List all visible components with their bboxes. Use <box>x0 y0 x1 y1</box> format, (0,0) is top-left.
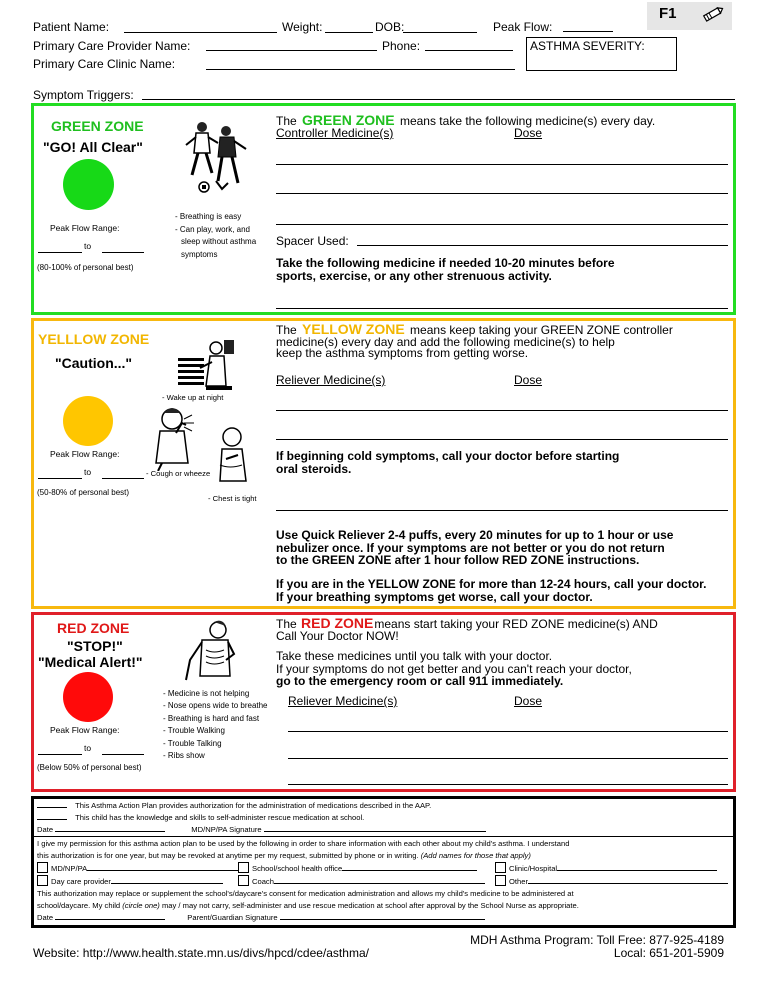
red-intro-zone: RED ZONE <box>301 615 374 631</box>
green-zone-subtitle: "GO! All Clear" <box>43 139 143 155</box>
auth-line-2 <box>37 813 364 822</box>
red-intro <box>276 615 658 643</box>
yellow-reliever-header: Reliever Medicine(s) <box>276 373 386 387</box>
auth-md-signature-row <box>37 825 486 834</box>
auth-initial-1[interactable] <box>37 807 67 808</box>
red-zone-subtitle-stop: "STOP!" <box>67 638 123 654</box>
opt-clinic-label: Clinic/Hospital <box>509 864 558 873</box>
yellow-intro <box>276 321 673 360</box>
form-id-box <box>647 2 732 30</box>
yellow-intro-pre: The <box>276 323 297 337</box>
patient-name-label: Patient Name: <box>33 20 110 34</box>
auth-parent-date-label: Date <box>37 912 54 922</box>
wake-up-caption: - Wake up at night <box>162 393 224 402</box>
green-zone-title: GREEN ZONE <box>51 118 144 134</box>
yellow-peak-flow-label: Peak Flow Range: <box>50 449 120 459</box>
yellow-intro-post: means keep taking your GREEN ZONE controller <box>410 323 673 337</box>
green-instruction-l1: Take the following medicine if needed 10-20 minutes before <box>276 256 615 270</box>
green-light <box>63 159 114 210</box>
chest-tight-caption: - Chest is tight <box>208 494 257 503</box>
checkbox-other[interactable] <box>495 875 506 886</box>
green-controller-header: Controller Medicine(s) <box>276 126 394 140</box>
red-intro-pre: The <box>276 617 297 631</box>
red-range-to: to <box>84 743 92 753</box>
green-intro-pre: The <box>276 114 297 128</box>
phone-field[interactable] <box>425 50 513 51</box>
opt-daycare-field[interactable] <box>111 883 223 884</box>
yellow-call-doctor <box>276 578 707 603</box>
opt-mdnppa-label: MD/NP/PA <box>51 864 88 873</box>
weight-field[interactable] <box>325 32 373 33</box>
green-med-line[interactable] <box>276 224 728 225</box>
opt-coach-label: Coach <box>252 877 274 886</box>
auth-options-coach <box>238 875 485 886</box>
green-symptom: sleep without asthma <box>181 237 257 246</box>
yellow-cold-l2: oral steroids. <box>276 461 352 476</box>
auth-parent-date-field[interactable] <box>55 919 165 920</box>
yellow-range-low[interactable] <box>38 478 82 479</box>
green-med-line[interactable] <box>276 193 728 194</box>
red-zone-title: RED ZONE <box>57 620 130 636</box>
green-symptom: - Can play, work, and <box>175 224 250 234</box>
yellow-intro-l2: medicine(s) every day and add the following medicine(s) to help <box>276 334 615 349</box>
red-symptom: - Trouble Talking <box>163 738 222 748</box>
auth-admin-l1: This authorization may replace or supplement the school's/daycare's consent for medication administration and allows my child's medicine to be administered at <box>37 889 574 898</box>
yellow-zone-subtitle: "Caution..." <box>55 355 133 371</box>
red-reliever-header: Reliever Medicine(s) <box>288 694 398 708</box>
md-signature-label: MD/NP/PA Signature <box>191 825 262 834</box>
yellow-quick-reliever <box>276 529 673 567</box>
red-med-line[interactable] <box>288 758 728 759</box>
red-symptom: - Trouble Walking <box>163 726 225 736</box>
yellow-zone-title: YELLLOW ZONE <box>38 331 150 347</box>
auth-options-other <box>495 875 728 886</box>
auth-admin <box>37 888 579 923</box>
distress-illustration <box>184 620 238 689</box>
spacer-label: Spacer Used: <box>276 234 349 248</box>
yellow-quick-l1: Use Quick Reliever 2-4 puffs, every 20 minutes for up to 1 hour or use <box>276 528 674 542</box>
auth-date-label: Date <box>37 825 54 834</box>
auth-l1-text: This Asthma Action Plan provides authorization for the administration of medications described in the AAP. <box>75 801 432 810</box>
auth-line-1 <box>37 801 431 810</box>
red-symptom: - Breathing is hard and fast <box>163 713 260 723</box>
dob-field[interactable] <box>403 32 477 33</box>
form-id: F1 <box>659 5 677 22</box>
red-zone-subtitle-alert: "Medical Alert!" <box>38 654 143 670</box>
wake-up-illustration <box>176 336 238 397</box>
red-symptom: - Ribs show <box>163 751 205 761</box>
red-take-medicine <box>276 650 632 688</box>
green-intro-post: means take the following medicine(s) every day. <box>399 114 656 128</box>
auth-date-field[interactable] <box>55 831 165 832</box>
green-range-to: to <box>84 241 92 251</box>
yellow-light <box>63 396 113 446</box>
red-range-note: (Below 50% of personal best) <box>37 763 142 772</box>
green-med-line[interactable] <box>276 164 728 165</box>
auth-options-row-2 <box>37 875 223 886</box>
auth-admin-l2-pre: school/daycare. My child <box>37 900 121 910</box>
opt-other-field[interactable] <box>528 883 728 884</box>
dob-label: DOB: <box>375 20 405 34</box>
patient-name-field[interactable] <box>124 32 277 33</box>
footer-contact <box>470 934 724 959</box>
spacer-field[interactable] <box>357 245 728 246</box>
triggers-field[interactable] <box>142 99 735 100</box>
auth-permission <box>37 838 569 861</box>
red-take-l3: go to the emergency room or call 911 immediately. <box>276 674 564 688</box>
footer-website[interactable]: Website: http://www.health.state.mn.us/divs/hpcd/cdee/asthma/ <box>33 946 369 960</box>
clinic-label: Primary Care Clinic Name: <box>33 57 176 71</box>
green-peak-flow-label: Peak Flow Range: <box>50 223 120 233</box>
checkbox-school-health[interactable] <box>238 862 249 873</box>
red-range-low[interactable] <box>38 754 82 755</box>
yellow-cold-note <box>276 450 619 475</box>
red-dose-header: Dose <box>514 694 543 708</box>
green-dose-header: Dose <box>514 126 543 140</box>
yellow-intro-l3: keep the asthma symptoms from getting worse. <box>276 346 529 360</box>
kids-soccer-illustration <box>182 119 248 200</box>
red-light <box>63 672 113 722</box>
red-peak-flow-label: Peak Flow Range: <box>50 725 120 735</box>
green-range-note: (80-100% of personal best) <box>37 263 134 272</box>
yellow-range-note: (50-80% of personal best) <box>37 488 130 497</box>
cough-caption: - Cough or wheeze <box>146 469 211 478</box>
green-symptom: symptoms <box>181 249 218 259</box>
peak-flow-field[interactable] <box>563 31 613 32</box>
red-med-line[interactable] <box>288 784 728 785</box>
footer-program: MDH Asthma Program: Toll Free: 877-925-4189 <box>470 933 724 947</box>
yellow-range-to: to <box>84 467 92 477</box>
green-pre-exercise-line[interactable] <box>276 308 728 309</box>
opt-daycare-label: Day care provider <box>51 877 111 886</box>
green-symptoms <box>175 211 256 261</box>
pcp-label: Primary Care Provider Name: <box>33 39 191 53</box>
auth-perm-l2: this authorization is for one year, but may be revoked at anytime per my request, submitted by phone or in writing. <box>37 850 419 860</box>
red-symptom: - Medicine is not helping <box>163 689 250 698</box>
auth-options-row-1 <box>37 862 239 873</box>
parent-signature-field[interactable] <box>280 919 485 920</box>
triggers-label: Symptom Triggers: <box>33 88 134 102</box>
yellow-steroid-line[interactable] <box>276 510 728 511</box>
pcp-field[interactable] <box>206 50 377 51</box>
red-intro-l2: Call Your Doctor NOW! <box>276 628 399 643</box>
opt-school-health-label: School/school health office <box>252 864 343 873</box>
footer-local: Local: 651-201-5909 <box>613 945 724 960</box>
yellow-range-high[interactable] <box>102 478 144 479</box>
auth-options-school <box>238 862 477 873</box>
opt-mdnppa-field[interactable] <box>87 870 239 871</box>
auth-options-clinic <box>495 862 717 873</box>
yellow-quick-l2: nebulizer once. If your symptoms are not better or you do not return <box>276 540 665 555</box>
checkbox-clinic[interactable] <box>495 862 506 873</box>
green-range-low[interactable] <box>38 252 82 253</box>
asthma-severity-label: ASTHMA SEVERITY: <box>530 39 645 53</box>
green-instruction-l2: sports, exercise, or any other strenuous activity. <box>276 269 552 283</box>
yellow-quick-l3: to the GREEN ZONE after 1 hour follow RED ZONE instructions. <box>276 553 640 567</box>
pencil-icon <box>702 5 724 28</box>
auth-divider <box>33 836 734 837</box>
weight-label: Weight: <box>282 20 323 34</box>
phone-label: Phone: <box>382 39 421 53</box>
auth-perm-l2-italic: (Add names for those that apply) <box>420 850 531 860</box>
yellow-call-l2: If your breathing symptoms get worse, call your doctor. <box>276 589 593 604</box>
red-take-l1: Take these medicines until you talk with your doctor. <box>276 649 553 663</box>
yellow-dose-header: Dose <box>514 373 543 387</box>
red-take-l2: If your symptoms do not get better and you can't reach your doctor, <box>276 661 632 676</box>
checkbox-coach[interactable] <box>238 875 249 886</box>
chest-tight-illustration <box>216 425 250 492</box>
peak-flow-label: Peak Flow: <box>493 20 553 34</box>
yellow-cold-l1: If beginning cold symptoms, call your doctor before starting <box>276 449 620 463</box>
parent-signature-label: Parent/Guardian Signature <box>187 912 278 922</box>
yellow-med-line[interactable] <box>276 410 728 411</box>
checkbox-daycare[interactable] <box>37 875 48 886</box>
auth-perm-l1: I give my permission for this asthma action plan to be used by the following in order to share information with each other about my child's asthma. I understand <box>37 839 570 848</box>
green-intro-zone: GREEN ZONE <box>302 112 395 128</box>
opt-other-label: Other <box>509 877 528 886</box>
yellow-intro-zone: YELLOW ZONE <box>302 321 405 337</box>
asthma-severity-box[interactable] <box>526 37 677 71</box>
opt-school-health-field[interactable] <box>342 870 477 871</box>
clinic-field[interactable] <box>206 69 515 70</box>
red-symptom: - Nose opens wide to breathe <box>163 701 268 711</box>
red-symptoms <box>163 688 268 762</box>
red-intro-post: means start taking your RED ZONE medicine(s) AND <box>374 617 658 631</box>
red-range-high[interactable] <box>102 754 144 755</box>
checkbox-mdnppa[interactable] <box>37 862 48 873</box>
auth-initial-2[interactable] <box>37 819 67 820</box>
auth-l2-text: This child has the knowledge and skills to self-administer rescue medication at school. <box>75 813 365 822</box>
auth-admin-l2-post: may / may not carry, self-administer and use rescue medication at school after approval by the School Nurse as appropriate. <box>161 900 579 910</box>
red-med-line[interactable] <box>288 731 728 732</box>
green-instruction <box>276 257 615 283</box>
cough-illustration <box>148 405 198 476</box>
auth-admin-l2-italic: (circle one) <box>122 900 160 910</box>
yellow-med-line[interactable] <box>276 439 728 440</box>
opt-coach-field[interactable] <box>274 883 485 884</box>
opt-clinic-field[interactable] <box>557 870 717 871</box>
md-signature-field[interactable] <box>264 831 486 832</box>
green-symptom: - Breathing is easy <box>175 212 242 221</box>
green-range-high[interactable] <box>102 252 144 253</box>
yellow-call-l1: If you are in the YELLOW ZONE for more than 12-24 hours, call your doctor. <box>276 577 707 591</box>
